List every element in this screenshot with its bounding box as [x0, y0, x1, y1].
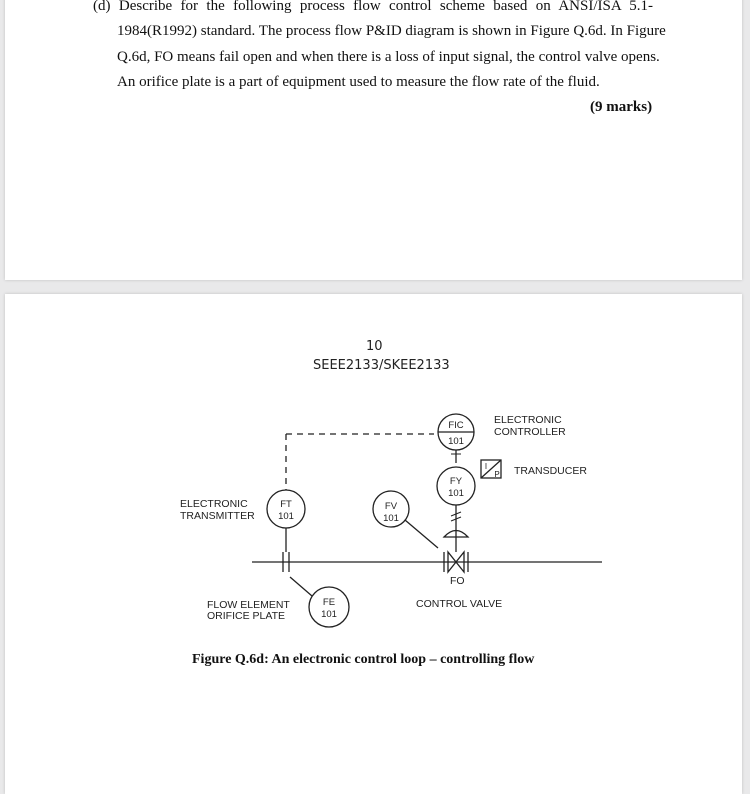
valve-leader [405, 520, 438, 548]
marks-label: (9 marks) [590, 99, 653, 115]
transducer-number: 101 [448, 488, 464, 499]
question-line-1: (d) Describe for the following process flow control scheme based on ANSI/ISA 5.1- [93, 0, 653, 14]
flow-element-tag: FE [322, 597, 336, 608]
question-page [5, 0, 742, 280]
figure-caption: Figure Q.6d: An electronic control loop – controlling flow [192, 652, 535, 667]
pid-diagram [0, 400, 750, 640]
controller-label-line2: CONTROLLER [494, 426, 566, 438]
page-number: 10 [366, 339, 383, 354]
controller-number: 101 [448, 436, 464, 447]
transducer-label: TRANSDUCER [514, 465, 587, 477]
transducer-tag: FY [449, 476, 463, 487]
flow-element-leader [290, 577, 312, 596]
valve-number: 101 [383, 513, 399, 524]
question-line-2: 1984(R1992) standard. The process flow P&ID diagram is shown in Figure Q.6d. In Figure [117, 23, 666, 39]
course-code: SEEE2133/SKEE2133 [313, 358, 450, 373]
valve-tag: FV [384, 501, 398, 512]
flow-element-number: 101 [321, 609, 337, 620]
transmitter-label-line2: TRANSMITTER [180, 510, 255, 522]
transmitter-tag: FT [280, 499, 292, 510]
flow-element-label-line1: FLOW ELEMENT [207, 599, 290, 611]
question-line-3: Q.6d, FO means fail open and when there is a loss of input signal, the control valve opens. [117, 49, 660, 65]
transmitter-label-line1: ELECTRONIC [180, 498, 248, 510]
controller-tag: FIC [448, 420, 464, 431]
control-valve-label: CONTROL VALVE [416, 598, 503, 610]
ip-symbol-p: P [494, 470, 500, 479]
flow-element-label-line2: ORIFICE PLATE [207, 610, 285, 622]
fail-mode-label: FO [450, 575, 465, 587]
ip-symbol-i: I [484, 462, 488, 471]
controller-label-line1: ELECTRONIC [494, 414, 562, 426]
question-line-4: An orifice plate is a part of equipment used to measure the flow rate of the fluid. [117, 74, 600, 90]
transmitter-number: 101 [278, 511, 294, 522]
